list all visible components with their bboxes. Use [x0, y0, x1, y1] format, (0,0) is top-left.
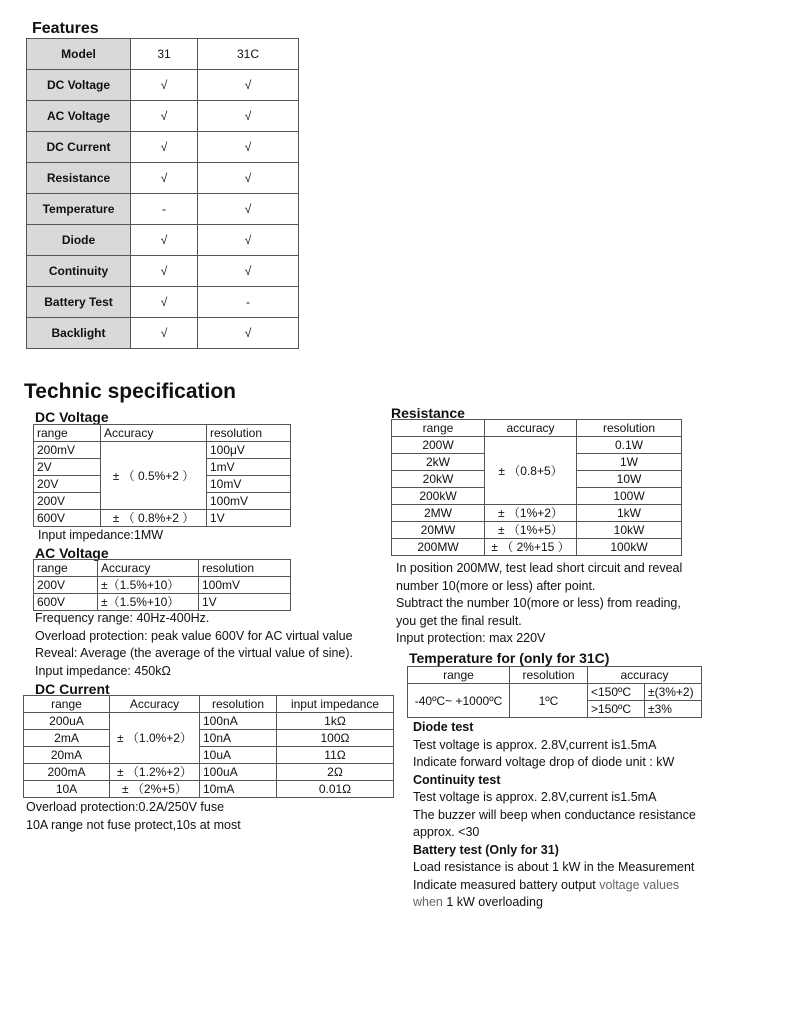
table-cell: 200V [34, 577, 98, 594]
table-cell: 200W [392, 437, 485, 454]
table-cell: √ [131, 132, 198, 163]
table-cell: 31C [198, 39, 299, 70]
table-cell: Model [27, 39, 131, 70]
features-table [26, 38, 299, 349]
table-row [392, 522, 682, 539]
table-row [408, 667, 702, 684]
table-cell: AC Voltage [27, 101, 131, 132]
note-line: Test voltage is approx. 2.8V,current is1.5mA [413, 790, 657, 804]
table-cell: 200mV [34, 442, 101, 459]
note-text: voltage values [599, 877, 680, 892]
table-cell: √ [131, 287, 198, 318]
table-row [24, 696, 394, 713]
note-line: you get the final result. [396, 613, 522, 628]
table-row [27, 318, 299, 349]
table-cell: 100μV [207, 442, 291, 459]
table-row [392, 437, 682, 454]
table-cell: √ [131, 163, 198, 194]
note-line [413, 877, 696, 895]
table-row [27, 39, 299, 70]
table-cell: 0.01Ω [277, 781, 394, 798]
table-cell: 10nA [200, 730, 277, 747]
note-line: Input impedance: 450kΩ [35, 663, 171, 678]
dc-voltage-note: Input impedance:1MW [38, 528, 164, 542]
table-cell: 1kW [577, 505, 682, 522]
table-cell: 100kW [577, 539, 682, 556]
tech-spec-title: Technic specification [24, 380, 236, 403]
ac-voltage-notes [35, 610, 353, 680]
table-cell: ±(3%+2) [645, 684, 702, 701]
table-cell: √ [131, 318, 198, 349]
table-row [27, 256, 299, 287]
temperature-table [407, 666, 702, 718]
table-row [24, 764, 394, 781]
test-notes [413, 719, 696, 912]
table-cell: 100mV [207, 493, 291, 510]
table-row [34, 594, 291, 611]
table-cell: 200MW [392, 539, 485, 556]
table-row [27, 70, 299, 101]
table-header: resolution [199, 560, 291, 577]
table-cell: 2V [34, 459, 101, 476]
table-header: accuracy [485, 420, 577, 437]
table-cell: 10A [24, 781, 110, 798]
table-cell: ± （ 2%+15 ） [485, 539, 577, 556]
table-row [34, 510, 291, 527]
table-cell: -40ºC~ +1000ºC [408, 684, 510, 718]
table-cell: - [198, 287, 299, 318]
note-line: Indicate forward voltage drop of diode unit : kW [413, 755, 675, 769]
table-cell: 100mV [199, 577, 291, 594]
table-cell: ± （1%+5） [485, 522, 577, 539]
table-header: resolution [200, 696, 277, 713]
table-row [27, 225, 299, 256]
table-cell: 600V [34, 510, 101, 527]
table-cell: Diode [27, 225, 131, 256]
table-row [408, 684, 702, 701]
continuity-title: Continuity test [413, 772, 501, 787]
table-cell: Temperature [27, 194, 131, 225]
dc-voltage-table [33, 424, 291, 527]
table-cell: 20kW [392, 471, 485, 488]
note-line: Subtract the number 10(more or less) from reading, [396, 596, 681, 610]
table-cell: 20MW [392, 522, 485, 539]
table-cell: 2Ω [277, 764, 394, 781]
table-cell: 11Ω [277, 747, 394, 764]
table-cell: 10uA [200, 747, 277, 764]
table-cell: √ [198, 225, 299, 256]
table-header: input impedance [277, 696, 394, 713]
table-cell: 100nA [200, 713, 277, 730]
table-cell: ± （1.0%+2） [110, 713, 200, 764]
table-cell: Backlight [27, 318, 131, 349]
table-cell: 2MW [392, 505, 485, 522]
table-cell: ± （1.2%+2） [110, 764, 200, 781]
table-header: Accuracy [98, 560, 199, 577]
table-cell: 200kW [392, 488, 485, 505]
note-line: Input protection: max 220V [396, 631, 546, 645]
table-header: accuracy [588, 667, 702, 684]
note-text: when [413, 895, 447, 909]
dc-current-table [23, 695, 394, 798]
table-cell: 10mA [200, 781, 277, 798]
note-line: The buzzer will beep when conductance resistance [413, 807, 696, 822]
table-row [34, 560, 291, 577]
table-header: range [24, 696, 110, 713]
note-line: approx. <30 [413, 825, 480, 839]
table-cell: DC Voltage [27, 70, 131, 101]
resistance-table [391, 419, 682, 556]
table-header: range [392, 420, 485, 437]
table-cell: √ [198, 318, 299, 349]
table-cell: 20mA [24, 747, 110, 764]
table-cell: √ [198, 194, 299, 225]
ac-voltage-table [33, 559, 291, 611]
table-cell: 10mV [207, 476, 291, 493]
table-cell: Continuity [27, 256, 131, 287]
table-cell: 1kΩ [277, 713, 394, 730]
table-row [392, 539, 682, 556]
dc-current-title: DC Current [35, 681, 110, 697]
note-line: Reveal: Average (the average of the virtual value of sine). [35, 646, 354, 660]
table-header: range [34, 425, 101, 442]
table-cell: 10kW [577, 522, 682, 539]
table-header: Accuracy [101, 425, 207, 442]
note-line: Frequency range: 40Hz-400Hz. [35, 611, 210, 625]
table-cell: 600V [34, 594, 98, 611]
table-cell: >150ºC [588, 701, 645, 718]
temperature-title: Temperature for (only for 31C) [409, 650, 610, 666]
table-row [34, 425, 291, 442]
table-row [27, 287, 299, 318]
table-row [34, 442, 291, 459]
table-cell: 200uA [24, 713, 110, 730]
table-cell: - [131, 194, 198, 225]
table-header: range [34, 560, 98, 577]
table-cell: √ [131, 70, 198, 101]
note-line: Test voltage is approx. 2.8V,current is1.5mA [413, 737, 657, 752]
note-text: Indicate measured battery output [413, 877, 600, 892]
table-cell: 200mA [24, 764, 110, 781]
table-cell: √ [198, 132, 299, 163]
dc-current-notes [26, 799, 241, 834]
table-header: resolution [577, 420, 682, 437]
battery-title: Battery test (Only for 31) [413, 842, 559, 857]
table-cell: 200V [34, 493, 101, 510]
table-cell: Resistance [27, 163, 131, 194]
table-cell: 1mV [207, 459, 291, 476]
table-header: resolution [510, 667, 588, 684]
note-line: Overload protection: peak value 600V for AC virtual value [35, 628, 353, 643]
table-row [27, 194, 299, 225]
table-header: range [408, 667, 510, 684]
note-line: number 10(more or less) after point. [396, 578, 596, 593]
table-cell: ±3% [645, 701, 702, 718]
table-row [34, 577, 291, 594]
table-cell: √ [198, 256, 299, 287]
table-cell: 100uA [200, 764, 277, 781]
note-line [413, 894, 696, 912]
table-cell: √ [131, 225, 198, 256]
table-cell: 1V [199, 594, 291, 611]
table-row [392, 505, 682, 522]
table-cell: ± （ 0.8%+2 ） [101, 510, 207, 527]
table-cell: √ [131, 256, 198, 287]
note-line: In position 200MW, test lead short circuit and reveal [396, 561, 683, 575]
table-cell: <150ºC [588, 684, 645, 701]
table-cell: ±（1.5%+10） [98, 577, 199, 594]
table-cell: ±（1.5%+10） [98, 594, 199, 611]
table-header: Accuracy [110, 696, 200, 713]
table-cell: 2kW [392, 454, 485, 471]
table-cell: Battery Test [27, 287, 131, 318]
dc-voltage-title: DC Voltage [35, 409, 109, 425]
table-row [27, 163, 299, 194]
note-line: Load resistance is about 1 kW in the Measurement [413, 860, 695, 874]
resistance-notes [396, 560, 682, 648]
table-cell: √ [131, 101, 198, 132]
table-cell: 1ºC [510, 684, 588, 718]
table-row [24, 747, 394, 764]
table-cell: √ [198, 163, 299, 194]
table-cell: √ [198, 70, 299, 101]
table-row [27, 101, 299, 132]
table-row [27, 132, 299, 163]
table-row [392, 420, 682, 437]
table-cell: 10W [577, 471, 682, 488]
table-cell: ± （0.8+5） [485, 437, 577, 505]
features-title: Features [32, 20, 99, 37]
note-line: Overload protection:0.2A/250V fuse [26, 800, 225, 814]
table-cell: ± （1%+2） [485, 505, 577, 522]
table-cell: 20V [34, 476, 101, 493]
table-header: resolution [207, 425, 291, 442]
table-row [24, 713, 394, 730]
table-cell: 100Ω [277, 730, 394, 747]
table-cell: ± （2%+5） [110, 781, 200, 798]
table-cell: 100W [577, 488, 682, 505]
table-cell: 0.1W [577, 437, 682, 454]
table-cell: 1V [207, 510, 291, 527]
table-cell: 1W [577, 454, 682, 471]
table-cell: 31 [131, 39, 198, 70]
table-cell: DC Current [27, 132, 131, 163]
table-cell: 2mA [24, 730, 110, 747]
note-line: 10A range not fuse protect,10s at most [26, 817, 241, 832]
note-text: 1 kW overloading [446, 895, 543, 909]
ac-voltage-title: AC Voltage [35, 545, 109, 561]
diode-title: Diode test [413, 720, 474, 734]
table-cell: ± （ 0.5%+2 ） [101, 442, 207, 510]
table-cell: √ [198, 101, 299, 132]
table-row [24, 730, 394, 747]
resistance-title: Resistance [391, 405, 465, 421]
table-row [24, 781, 394, 798]
